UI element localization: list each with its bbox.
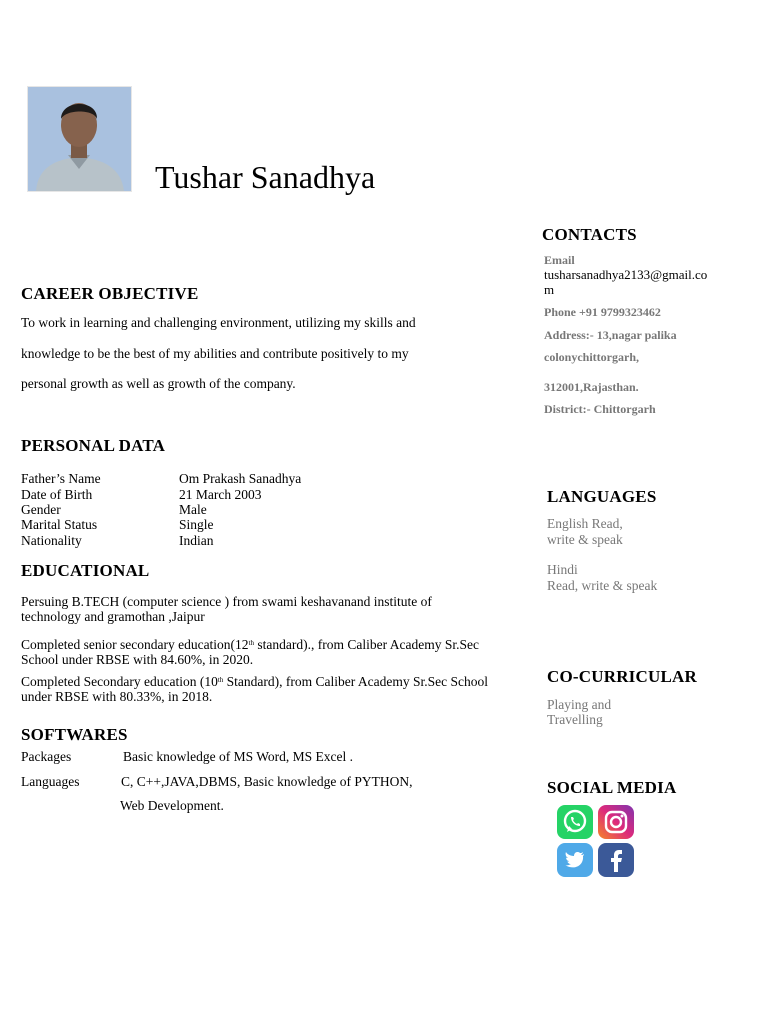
social-media-heading: SOCIAL MEDIA [547,778,677,797]
personal-label: Date of Birth [21,487,93,502]
personal-value: Om Prakash Sanadhya [179,471,302,486]
packages-label: Packages [21,749,72,764]
co-curricular-heading: CO-CURRICULAR [547,667,697,686]
languages-value-cont: Web Development. [120,798,224,813]
languages-heading: LANGUAGES [547,487,657,506]
instagram-icon[interactable] [598,805,634,844]
email-line[interactable]: m [544,282,555,297]
objective-line: personal growth as well as growth of the company. [21,376,296,391]
education-line: Completed senior secondary education(12th standard)., from Caliber Academy Sr.Sec [21,637,479,652]
email-label: Email [544,253,575,267]
district: District:- Chittorgarh [544,402,656,416]
education-line: technology and gramothan ,Jaipur [21,609,205,624]
education-item [21,674,526,704]
co-curricular-line: Travelling [547,712,603,727]
objective-line: To work in learning and challenging environment, utilizing my skills and [21,315,416,330]
facebook-icon[interactable] [598,843,634,882]
address-line: Address:- 13,nagar palika [544,328,677,342]
educational-heading: EDUCATIONAL [21,561,150,580]
personal-value: Single [179,517,214,532]
languages-label: Languages [21,774,80,789]
personal-label: Nationality [21,533,82,548]
language-line: write & speak [547,532,623,547]
twitter-icon[interactable] [557,843,593,882]
career-objective-heading: CAREER OBJECTIVE [21,284,199,303]
language-line: English Read, [547,516,623,531]
languages-value: C, C++,JAVA,DBMS, Basic knowledge of PYTHON, [121,774,413,789]
whatsapp-icon[interactable] [557,805,593,844]
language-line: Read, write & speak [547,578,658,593]
education-line: Persuing B.TECH (computer science ) from swami keshavanand institute of [21,594,432,609]
address-line: colonychittorgarh, [544,350,639,364]
education-line: under RBSE with 80.33%, in 2018. [21,689,213,704]
personal-label: Father’s Name [21,471,101,486]
email-line[interactable]: tusharsanadhya2133@gmail.co [544,267,708,282]
phone: Phone +91 9799323462 [544,305,661,319]
personal-value: Male [179,502,207,517]
education-item [21,637,526,667]
profile-photo [27,86,132,192]
address-line: 312001,Rajasthan. [544,380,639,394]
education-line: Completed Secondary education (10th Standard), from Caliber Academy Sr.Sec School [21,674,488,689]
language-line: Hindi [547,562,578,577]
personal-value: 21 March 2003 [179,487,262,502]
personal-data-heading: PERSONAL DATA [21,436,166,455]
personal-value: Indian [179,533,214,548]
candidate-name: Tushar Sanadhya [155,159,376,195]
personal-label: Gender [21,502,61,517]
co-curricular-line: Playing and [547,697,612,712]
education-item [21,594,521,624]
objective-line: knowledge to be the best of my abilities and contribute positively to my [21,346,409,361]
packages-value: Basic knowledge of MS Word, MS Excel . [123,749,354,764]
personal-label: Marital Status [21,517,98,532]
education-line: School under RBSE with 84.60%, in 2020. [21,652,254,667]
contacts-heading: CONTACTS [542,225,637,244]
softwares-heading: SOFTWARES [21,725,128,744]
